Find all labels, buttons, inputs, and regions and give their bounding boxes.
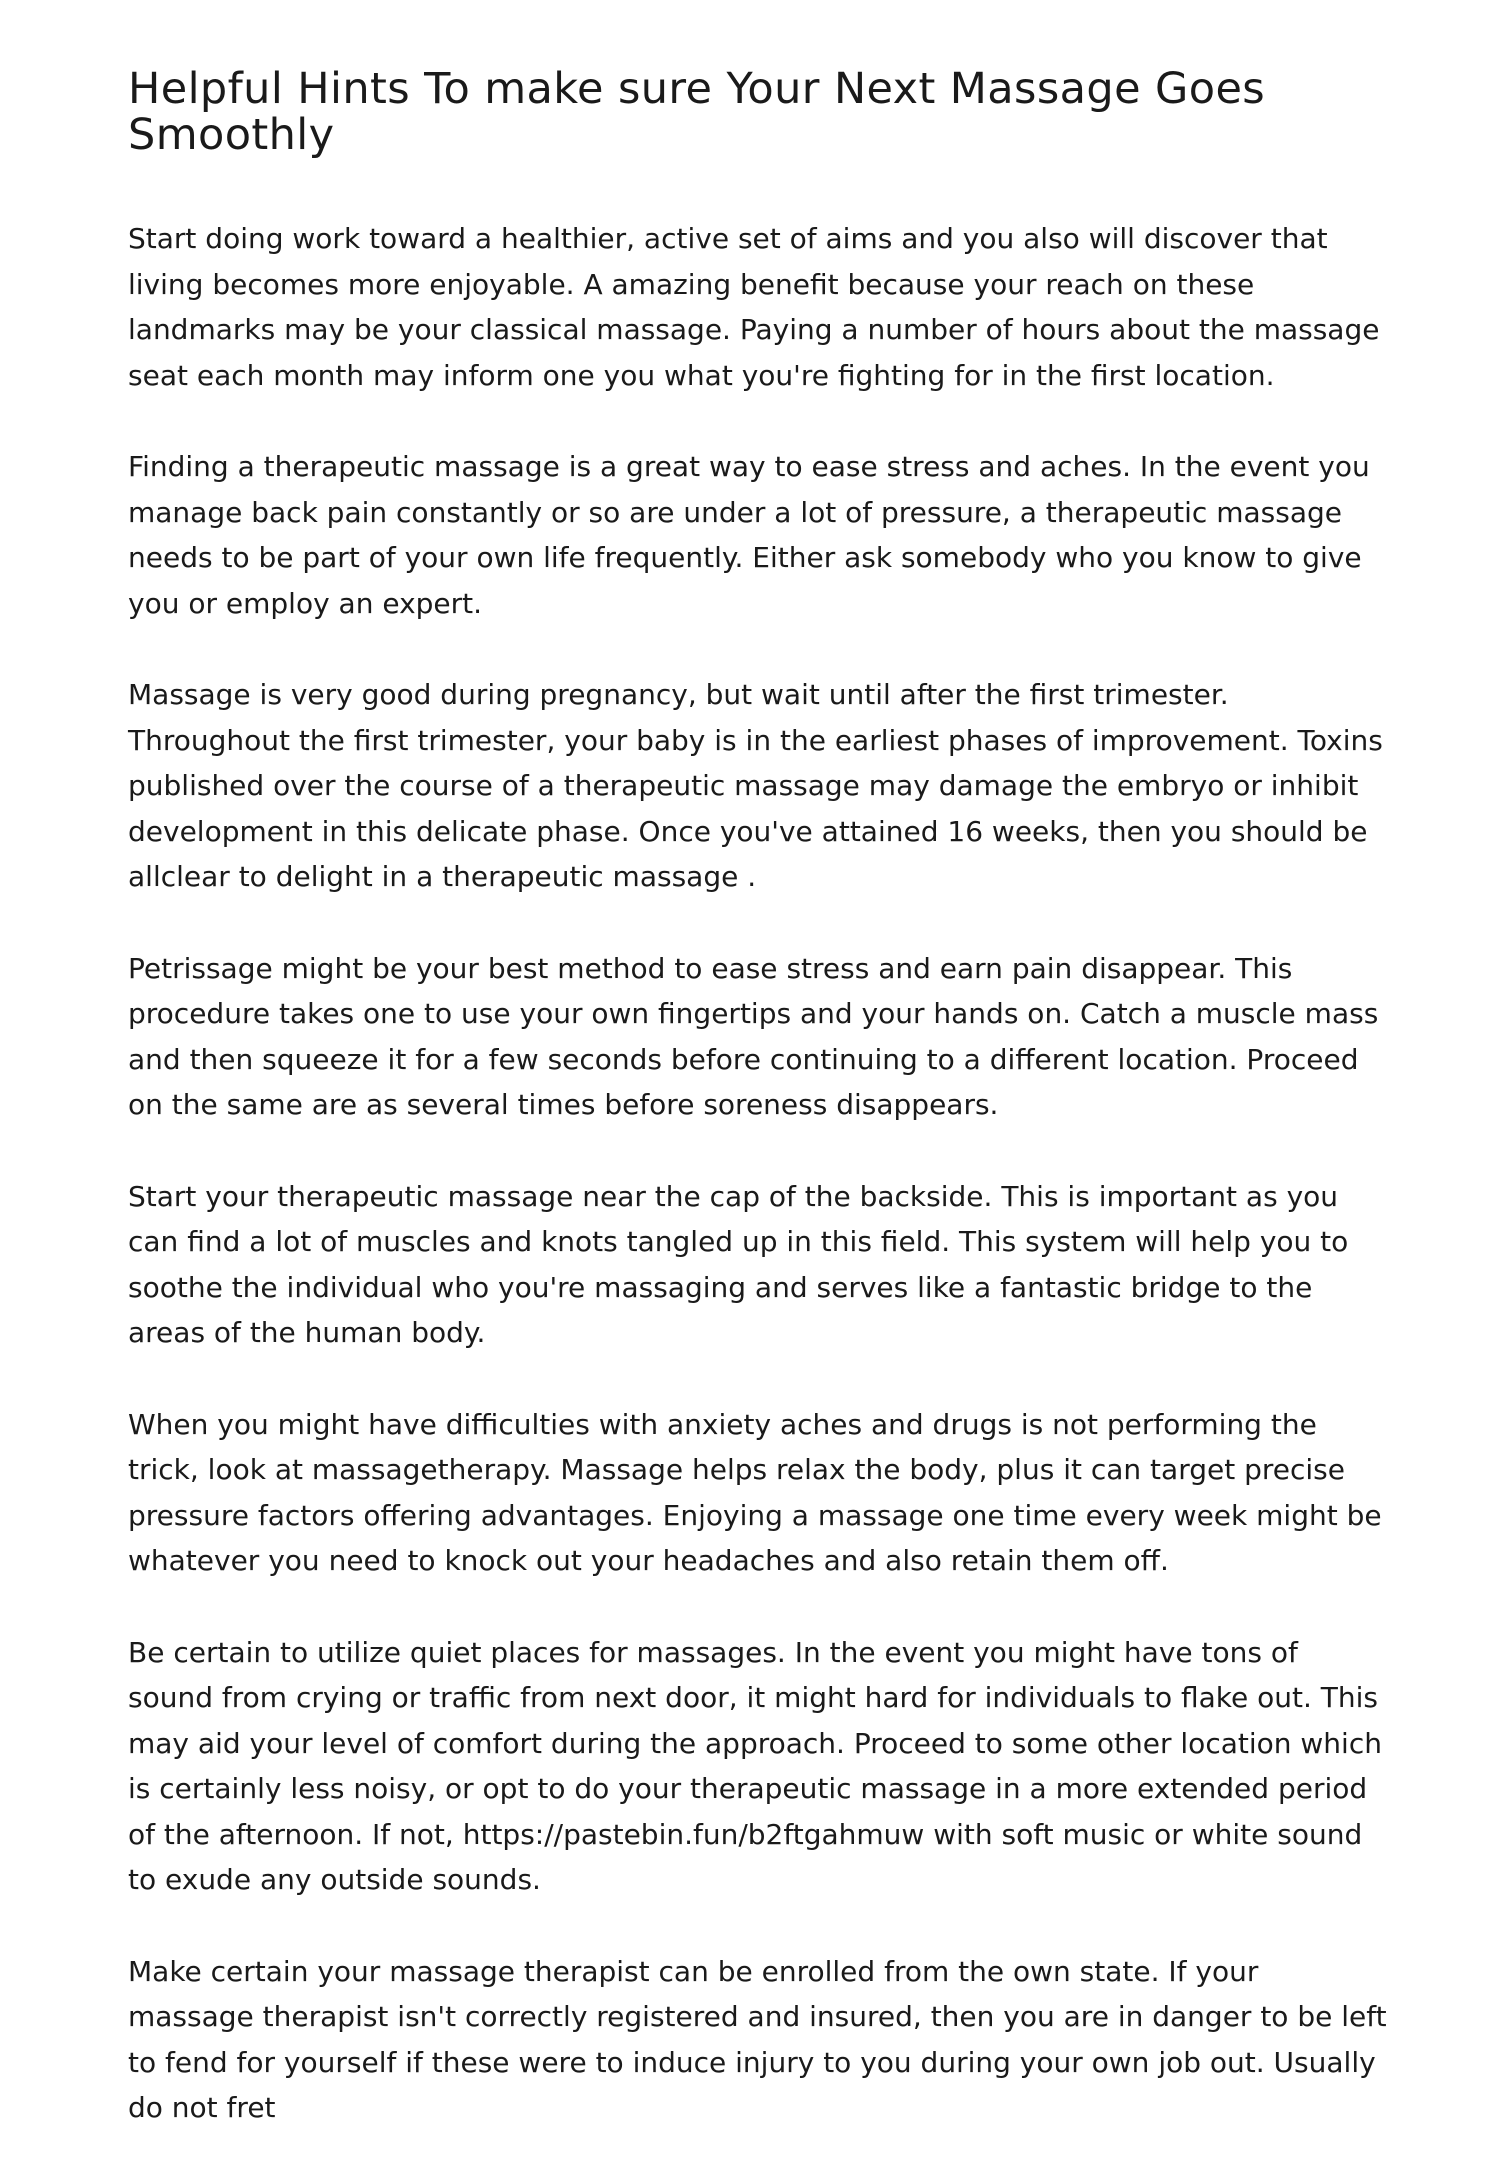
paragraph-2: Finding a therapeutic massage is a great way to ease stress and aches. In the event you manage back pain constantly or so are under a lot of pressure, a therapeutic massage needs to be part of your own life frequently. Either ask somebody who you know to give you or employ an expert. xyxy=(128,450,1370,620)
paragraph-8: Make certain your massage therapist can be enrolled from the own state. If your massage therapist isn't correctly registered and insured, then you are in danger to be left to fend for yourself if these were to induce injury to you during your own job out. Usually do not fret xyxy=(128,1954,1387,2124)
paragraph-7: Be certain to utilize quiet places for massages. In the event you might have tons of sound from crying or traffic from next door, it might hard for individuals to flake out. This may aid your level of comfort during the approach. Proceed to some other location which is certainly less noisy, or opt to do your therapeutic massage in a more extended period of the afternoon. If not, https://pastebin.fun/b2ftgahmuw with soft music or white sound to exude any outside sounds. xyxy=(128,1635,1382,1896)
paragraph-4: Petrissage might be your best method to ease stress and earn pain disappear. This procedure takes one to use your own fingertips and your hands on. Catch a muscle mass and then squeeze it for a few seconds before continuing to a different location. Proceed on the same are as several times before soreness disappears. xyxy=(128,951,1379,1121)
paragraph-6: When you might have difficulties with anxiety aches and drugs is not performing the trick, look at massagetherapy. Massage helps relax the body, plus it can target precise pressure factors offering advantages. Enjoying a massage one time every week might be whatever you need to knock out your headaches and also retain them off. xyxy=(128,1407,1382,1577)
document-page xyxy=(128,66,1388,2177)
document-body xyxy=(128,216,1388,2131)
document-title: Helpful Hints To make sure Your Next Massage Goes Smoothly xyxy=(128,64,1266,160)
paragraph-3: Massage is very good during pregnancy, but wait until after the first trimester. Throughout the first trimester, your baby is in the earliest phases of improvement. Toxins published over the course of a therapeutic massage may damage the embryo or inhibit development in this delicate phase. Once you've attained 16 weeks, then you should be allclear to delight in a therapeutic massage . xyxy=(128,678,1383,893)
paragraph-1: Start doing work toward a healthier, active set of aims and you also will discover that living becomes more enjoyable. A amazing benefit because your reach on these landmarks may be your classical massage. Paying a number of hours about the massage seat each month may inform one you what you're fighting for in the first location. xyxy=(128,222,1380,392)
paragraph-5: Start your therapeutic massage near the cap of the backside. This is important as you can find a lot of muscles and knots tangled up in this field. This system will help you to soothe the individual who you're massaging and serves like a fantastic bridge to the areas of the human body. xyxy=(128,1179,1349,1349)
